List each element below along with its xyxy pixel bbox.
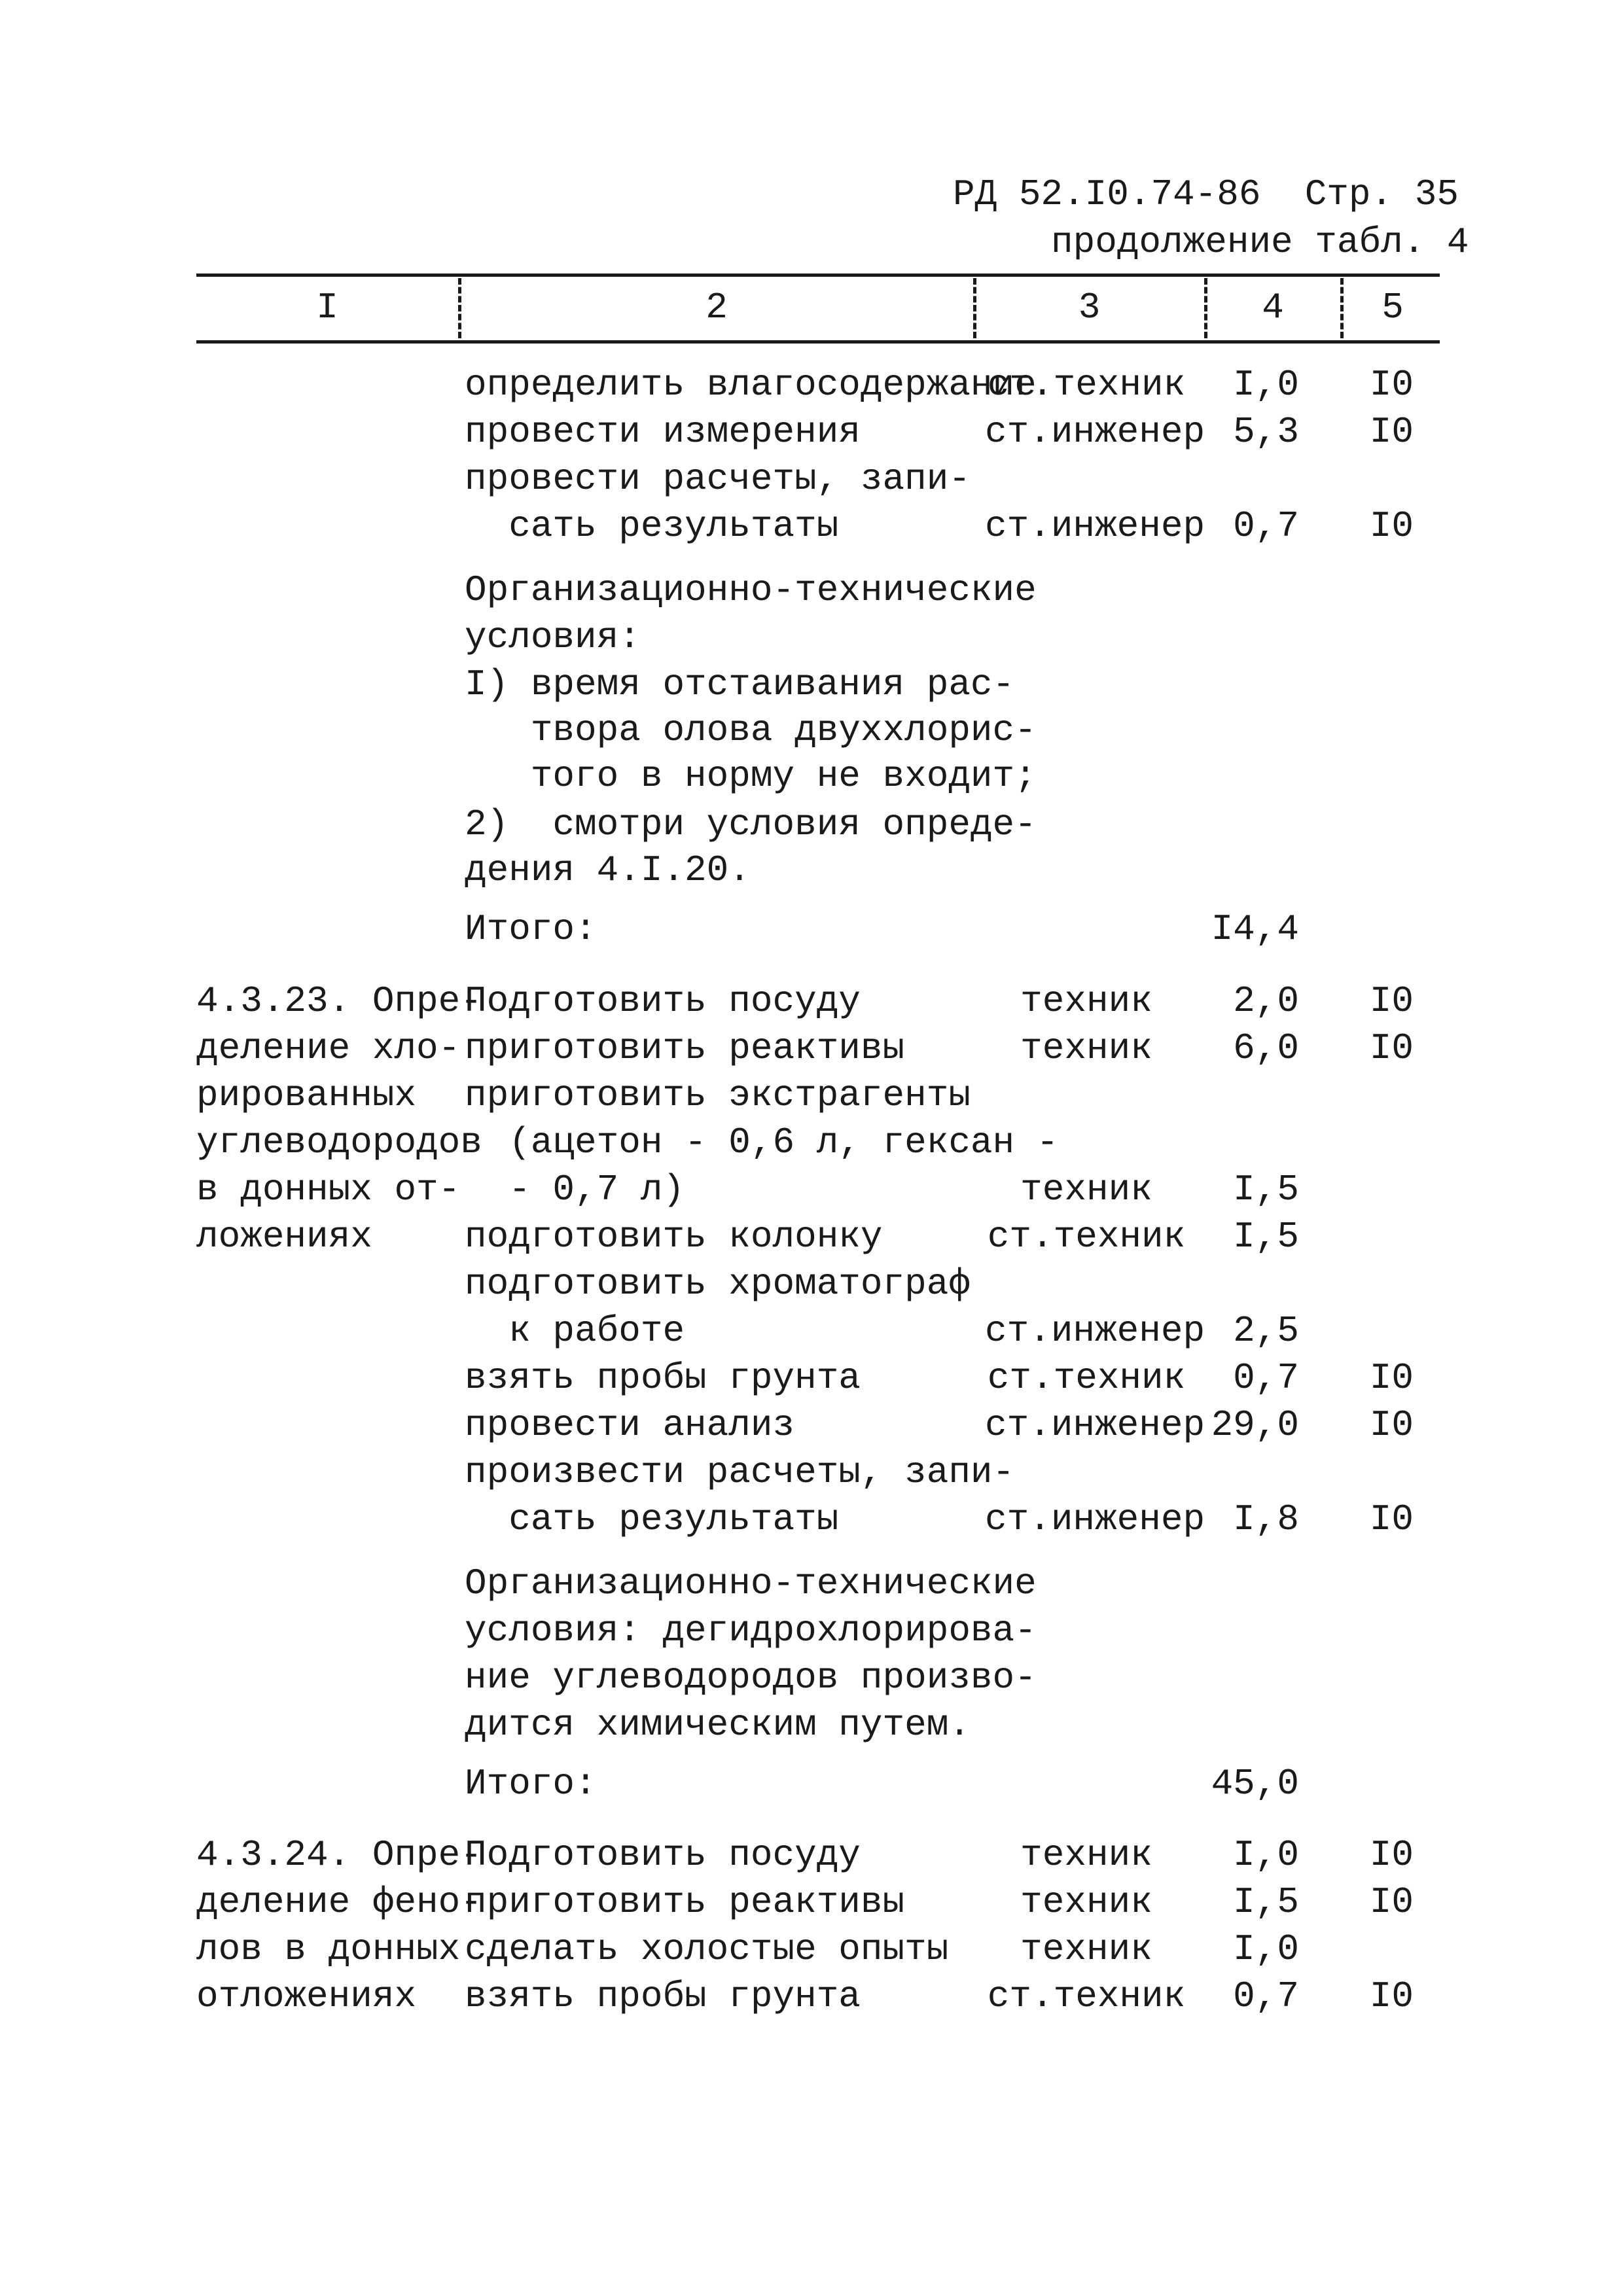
table-cell-c2: (ацетон - 0,6 л, гексан -	[465, 1122, 1059, 1163]
table-cell-c4: I,0	[1233, 1928, 1299, 1970]
table-cell-c1: рированных	[196, 1074, 417, 1116]
table-cell-c2: I) время отстаивания рас-	[465, 663, 1015, 705]
table-cell-c2: ние углеводородов произво-	[465, 1657, 1037, 1699]
table-cell-c4: 5,3	[1233, 411, 1299, 453]
table-cell-c4: I,5	[1233, 1881, 1299, 1923]
table-cell-c3: техник	[1020, 1881, 1152, 1923]
table-cell-c2: произвести расчеты, запи-	[465, 1451, 1015, 1493]
document-reference: РД 52.I0.74-86 Стр. 35	[953, 173, 1459, 215]
table-cell-c3: ст.инженер	[985, 505, 1205, 547]
table-cell-c3: техник	[1020, 1928, 1152, 1970]
table-cell-c5: I0	[1369, 364, 1414, 406]
table-cell-c1: ложениях	[196, 1216, 372, 1258]
table-cell-c2: сать результаты	[465, 1498, 839, 1540]
table-cell-c3: ст.техник	[987, 1216, 1186, 1258]
table-cell-c3: ст.техник	[987, 1975, 1186, 2017]
table-cell-c4: 0,7	[1233, 1975, 1299, 2017]
table-cell-c2: к работе	[465, 1310, 685, 1352]
table-cell-c2: провести расчеты, запи-	[465, 458, 971, 500]
table-cell-c2: того в норму не входит;	[465, 755, 1037, 797]
column-header-3: 3	[1078, 287, 1101, 328]
table-cell-c3: техник	[1020, 980, 1152, 1022]
table-cell-c4: I,5	[1233, 1169, 1299, 1210]
table-cell-c3: ст.техник	[987, 364, 1186, 406]
table-cell-c4: 2,0	[1233, 980, 1299, 1022]
table-cell-c1: деление фено-	[196, 1881, 482, 1923]
table-cell-c2: твора олова двуххлорис-	[465, 709, 1037, 751]
table-cell-c2: Подготовить посуду	[465, 1834, 861, 1876]
table-top-rule	[196, 274, 1440, 277]
column-header-5: 5	[1382, 287, 1404, 328]
table-cell-c2: условия:	[465, 616, 641, 658]
table-cell-c1: отложениях	[196, 1975, 417, 2017]
table-cell-c2: взять пробы грунта	[465, 1357, 861, 1399]
table-cell-c5: I0	[1369, 1404, 1414, 1446]
table-cell-c3: ст.инженер	[985, 1310, 1205, 1352]
table-cell-c3: техник	[1020, 1027, 1152, 1069]
table-cell-c5: I0	[1369, 411, 1414, 453]
table-cell-c5: I0	[1369, 1881, 1414, 1923]
table-cell-c4: 29,0	[1211, 1404, 1299, 1446]
table-cell-c4: I,8	[1233, 1498, 1299, 1540]
table-cell-c4: 0,7	[1233, 505, 1299, 547]
table-cell-c2: условия: дегидрохлорирова-	[465, 1610, 1037, 1651]
table-cell-c1: 4.3.23. Опре-	[196, 980, 482, 1022]
table-cell-c5: I0	[1369, 1834, 1414, 1876]
table-cell-c4: 0,7	[1233, 1357, 1299, 1399]
table-cell-c2: - 0,7 л)	[465, 1169, 685, 1210]
table-cell-c2: Итого:	[465, 908, 597, 950]
table-cell-c1: в донных от-	[196, 1169, 461, 1210]
table-cell-c2: сать результаты	[465, 505, 839, 547]
column-header-4: 4	[1262, 287, 1284, 328]
table-cell-c5: I0	[1369, 980, 1414, 1022]
table-cell-c2: дится химическим путем.	[465, 1704, 971, 1746]
table-cell-c4: 2,5	[1233, 1310, 1299, 1352]
table-cell-c3: ст.инженер	[985, 411, 1205, 453]
table-cell-c1: углеводородов	[196, 1122, 482, 1163]
table-cell-c1: лов в донных	[196, 1928, 461, 1970]
table-cell-c5: I0	[1369, 1498, 1414, 1540]
table-cell-c4: I,0	[1233, 1834, 1299, 1876]
table-cell-c4: I4,4	[1211, 908, 1299, 950]
table-cell-c2: Организационно-технические	[465, 1563, 1037, 1604]
table-cell-c1: 4.3.24. Опре-	[196, 1834, 482, 1876]
table-cell-c2: подготовить колонку	[465, 1216, 883, 1258]
table-cell-c2: приготовить реактивы	[465, 1881, 905, 1923]
table-cell-c4: 45,0	[1211, 1763, 1299, 1805]
table-cell-c2: провести анализ	[465, 1404, 795, 1446]
table-cell-c2: 2) смотри условия опреде-	[465, 804, 1037, 845]
table-cell-c5: I0	[1369, 505, 1414, 547]
table-cell-c1: деление хло-	[196, 1027, 461, 1069]
table-cell-c3: ст.инженер	[985, 1498, 1205, 1540]
table-cell-c2: приготовить экстрагенты	[465, 1074, 971, 1116]
table-cell-c4: I,5	[1233, 1216, 1299, 1258]
table-cell-c2: дения 4.I.20.	[465, 849, 751, 891]
table-cell-c2: Подготовить посуду	[465, 980, 861, 1022]
table-cell-c2: Итого:	[465, 1763, 597, 1805]
column-header-2: 2	[705, 287, 728, 328]
table-continuation-label: продолжение табл. 4	[1051, 221, 1469, 263]
table-cell-c2: сделать холостые опыты	[465, 1928, 949, 1970]
table-cell-c3: ст.инженер	[985, 1404, 1205, 1446]
table-header-rule	[196, 340, 1440, 344]
table-cell-c4: I,0	[1233, 364, 1299, 406]
table-cell-c3: техник	[1020, 1834, 1152, 1876]
table-cell-c3: ст.техник	[987, 1357, 1186, 1399]
table-cell-c4: 6,0	[1233, 1027, 1299, 1069]
table-cell-c2: взять пробы грунта	[465, 1975, 861, 2017]
table-cell-c2: провести измерения	[465, 411, 861, 453]
table-cell-c3: техник	[1020, 1169, 1152, 1210]
table-cell-c5: I0	[1369, 1357, 1414, 1399]
column-header-1: I	[316, 287, 338, 328]
table-cell-c5: I0	[1369, 1027, 1414, 1069]
table-cell-c2: приготовить реактивы	[465, 1027, 905, 1069]
table-cell-c2: определить влагосодержание	[465, 364, 1037, 406]
table-cell-c2: Организационно-технические	[465, 569, 1037, 611]
table-cell-c2: подготовить хроматограф	[465, 1263, 971, 1305]
table-cell-c5: I0	[1369, 1975, 1414, 2017]
